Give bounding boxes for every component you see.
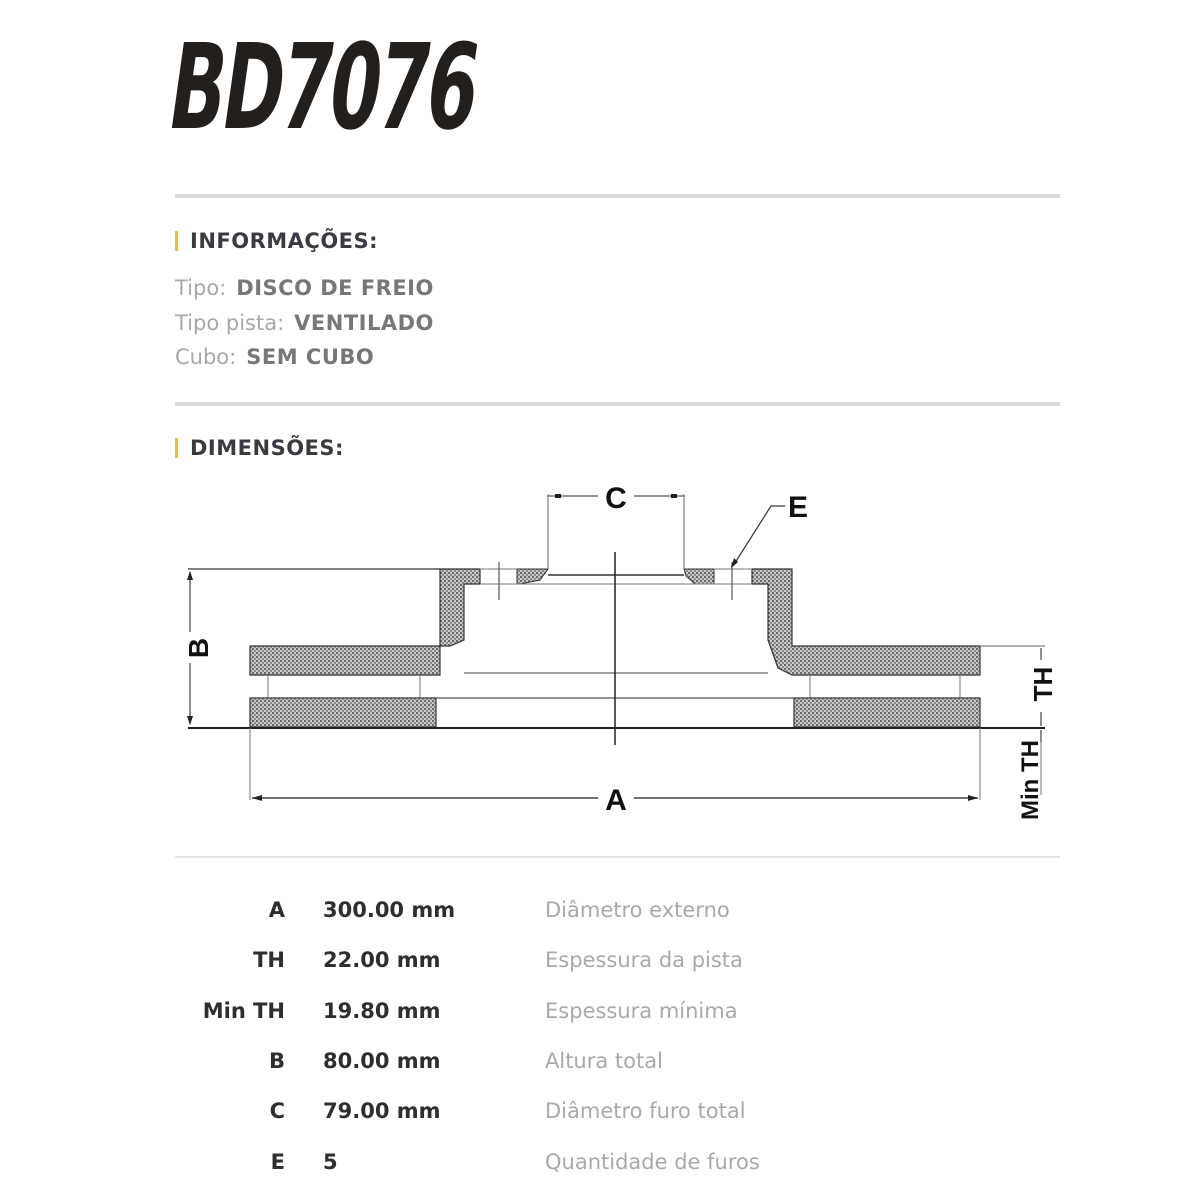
dimension-value: 5 [323,1150,338,1174]
label-b: B [183,637,214,659]
product-code: BD7076 [161,18,486,156]
info-value: DISCO DE FREIO [236,276,434,300]
dimension-key: A [268,898,285,922]
dimension-description: Quantidade de furos [545,1150,760,1174]
dimension-description: Diâmetro furo total [545,1099,746,1123]
disc-plate-right [794,698,980,727]
disc-hat-right [752,569,980,675]
info-label: Tipo: [175,276,227,300]
dimension-key: Min TH [202,999,285,1023]
info-value: SEM CUBO [246,345,375,369]
dimension-description: Espessura da pista [545,948,743,972]
section-title-text: DIMENSÕES: [190,436,344,460]
dimension-key: C [269,1099,285,1123]
dimension-row-min-th [175,999,875,1029]
dimension-row-a [175,898,875,928]
dimension-row-e [175,1150,875,1180]
divider-middle [175,402,1060,406]
accent-bar [175,231,178,251]
label-min-th: Min TH [1017,740,1044,820]
dimension-description: Diâmetro externo [545,898,730,922]
dimension-description: Espessura mínima [545,999,738,1023]
dimension-key: B [268,1049,285,1073]
accent-bar [175,438,178,458]
dimension-value: 80.00 mm [323,1049,441,1073]
dimension-row-th [175,948,875,978]
dimension-row-c [175,1099,875,1129]
label-th: TH [1028,666,1058,702]
info-label: Tipo pista: [175,311,285,335]
brake-disc-diagram [180,470,1080,840]
dimension-description: Altura total [545,1049,663,1073]
disc-plate-left [250,698,436,727]
section-title-informacoes [175,229,378,253]
section-title-text: INFORMAÇÕES: [190,229,379,253]
disc-hat-left [250,569,480,675]
dimension-row-b [175,1049,875,1079]
info-row-cubo [175,345,374,369]
dimension-value: 22.00 mm [323,948,441,972]
info-value: VENTILADO [294,311,434,335]
divider-bottom [175,856,1060,858]
dimension-key: E [270,1150,285,1174]
dimension-value: 19.80 mm [323,999,441,1023]
info-label: Cubo: [175,345,237,369]
dimension-value: 300.00 mm [323,898,456,922]
label-a: A [605,784,627,817]
section-title-dimensoes [175,436,344,460]
dimension-key: TH [253,948,285,972]
divider-top [175,194,1060,198]
info-row-tipo [175,276,434,300]
dimension-value: 79.00 mm [323,1099,441,1123]
label-c: C [605,482,627,515]
label-e: E [787,491,809,524]
info-row-tipo-pista [175,311,434,335]
